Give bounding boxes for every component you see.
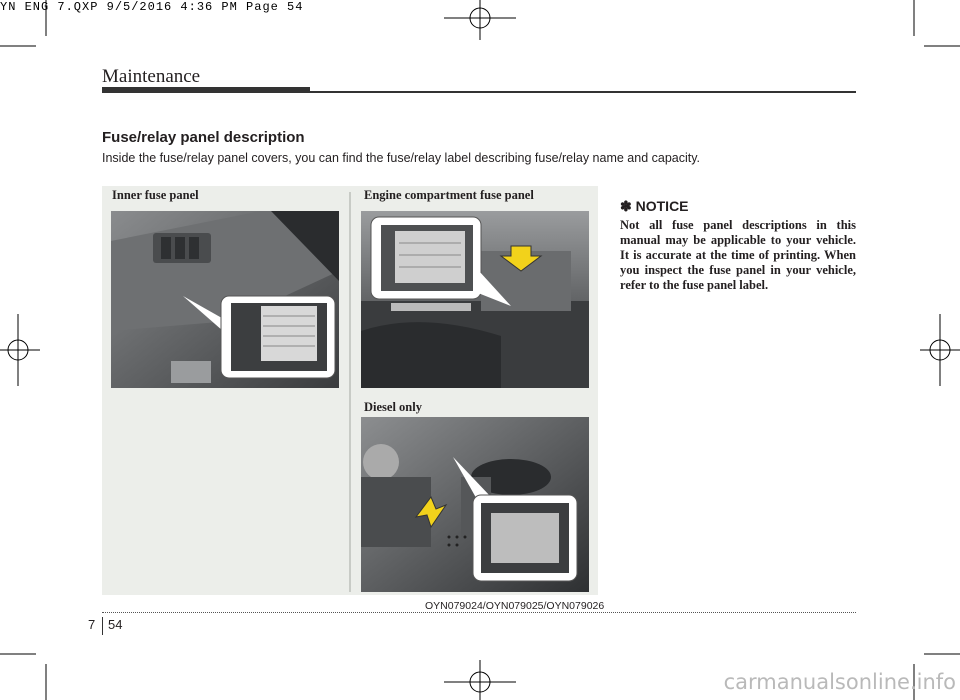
diesel-caption: Diesel only bbox=[364, 400, 422, 414]
notice-label: NOTICE bbox=[635, 198, 689, 214]
notice-body: Not all fuse panel descriptions in this manual may be applicable to your vehicle. It is accurate at the time of printing. When you inspect the fuse panel in your vehicle, refer to the fuse panel label. bbox=[620, 218, 856, 292]
footer-rule bbox=[102, 612, 856, 613]
inner-fuse-caption: Inner fuse panel bbox=[112, 188, 199, 202]
engine-fuse-photo bbox=[361, 211, 589, 388]
header-rule-thin bbox=[310, 91, 856, 93]
page-number: 54 bbox=[108, 617, 123, 632]
notice-title bbox=[620, 198, 689, 215]
chapter-number: 7 bbox=[88, 617, 96, 632]
header-rule-thick bbox=[102, 87, 310, 93]
page-number-divider bbox=[102, 617, 103, 635]
watermark-text: carmanualsonline.info bbox=[723, 670, 956, 694]
inner-fuse-photo bbox=[111, 211, 339, 388]
diesel-fuse-photo bbox=[361, 417, 589, 592]
figure-code: OYN079024/OYN079025/OYN079026 bbox=[425, 600, 605, 612]
intro-text: Inside the fuse/relay panel covers, you can find the fuse/relay label describing fuse/relay name and capacity. bbox=[102, 151, 701, 165]
engine-fuse-caption: Engine compartment fuse panel bbox=[364, 188, 534, 202]
section-title: Maintenance bbox=[102, 66, 201, 87]
page-heading: Fuse/relay panel description bbox=[102, 129, 305, 146]
print-slug: YN ENG 7.QXP 9/5/2016 4:36 PM Page 54 bbox=[0, 0, 304, 14]
notice-symbol-icon: ✽ bbox=[620, 198, 632, 214]
figure-divider bbox=[349, 192, 351, 592]
